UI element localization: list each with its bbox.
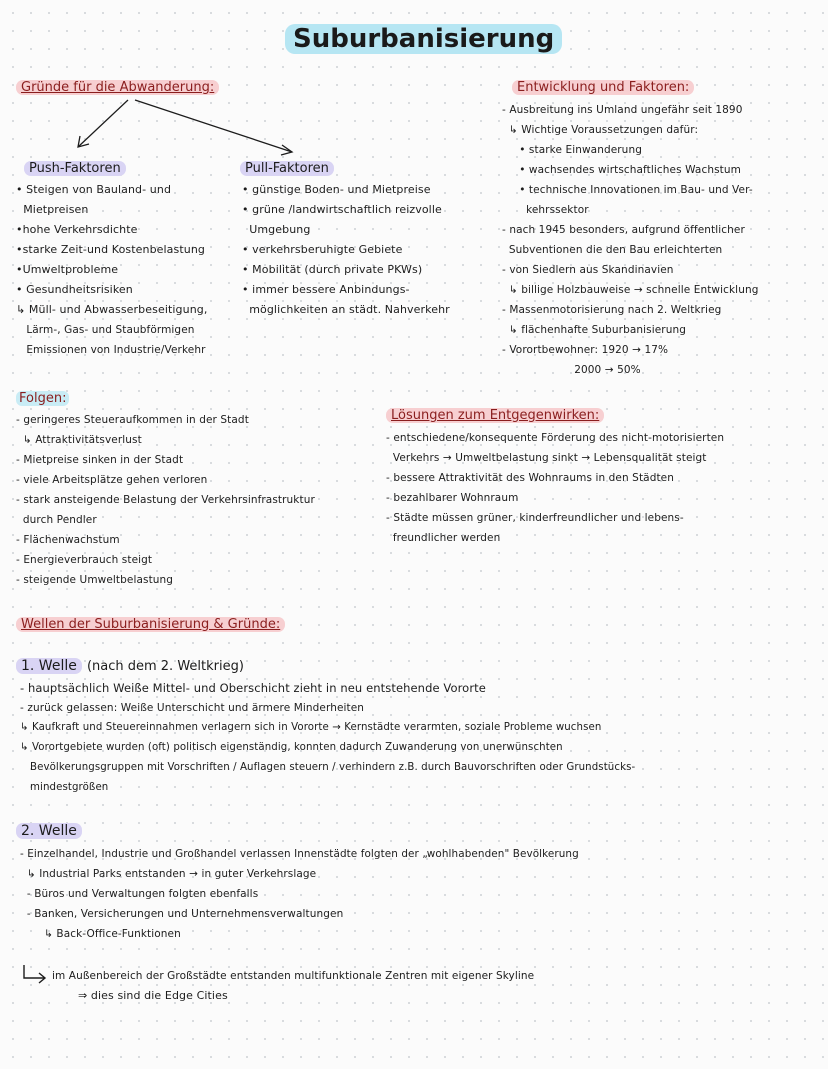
entwicklung-list (502, 100, 758, 380)
entwicklung-line: 2000 → 50% (502, 364, 641, 376)
folgen-line: - viele Arbeitsplätze gehen verloren (16, 474, 208, 486)
gruende-heading: Gründe für die Abwanderung: (16, 77, 219, 99)
loesungen-heading: Lösungen zum Entgegenwirken: (386, 405, 604, 427)
push-line: •Umweltprobleme (16, 263, 119, 276)
pull-line: Umgebung (242, 223, 311, 236)
push-line: •hohe Verkehrsdichte (16, 223, 138, 236)
arrow-to-push (78, 100, 128, 147)
entwicklung-line: • technische Innovationen im Bau- und Ver- (502, 184, 753, 196)
welle1-line: - zurück gelassen: Weiße Unterschicht und ärmere Minderheiten (20, 702, 365, 714)
push-line: • Steigen von Bauland- und (16, 183, 172, 196)
welle2-heading: 2. Welle (16, 823, 82, 839)
welle1-line: - hauptsächlich Weiße Mittel- und Oberschicht zieht in neu entstehende Vororte (20, 681, 486, 695)
welle1-heading-row (16, 655, 244, 678)
welle1-note: (nach dem 2. Weltkrieg) (86, 659, 244, 674)
folgen-line: - stark ansteigende Belastung der Verkehrsinfrastruktur (16, 494, 315, 506)
entwicklung-line: Subventionen die den Bau erleichterten (502, 244, 723, 256)
push-line: Mietpreisen (16, 203, 89, 216)
folgen-list (16, 410, 315, 590)
folgen-line: - geringeres Steueraufkommen in der Stadt (16, 414, 249, 426)
entwicklung-line: kehrssektor (502, 204, 589, 216)
loesungen-line: freundlicher werden (386, 532, 501, 544)
welle1-list (20, 678, 635, 798)
push-heading: Push-Faktoren (24, 158, 126, 180)
entwicklung-line: - von Siedlern aus Skandinavien (502, 264, 674, 276)
welle2-heading-row (16, 820, 82, 842)
push-list (16, 180, 207, 360)
entwicklung-line: • wachsendes wirtschaftliches Wachstum (502, 164, 741, 176)
entwicklung-line: - Massenmotorisierung nach 2. Weltkrieg (502, 304, 722, 316)
welle1-heading: 1. Welle (16, 658, 82, 674)
folgen-heading: Folgen: (16, 388, 69, 410)
entwicklung-line: ↳ billige Holzbauweise → schnelle Entwicklung (502, 284, 759, 296)
entwicklung-line: - Vorortbewohner: 1920 → 17% (502, 344, 669, 356)
loesungen-list (386, 428, 724, 548)
welle2-line: - Banken, Versicherungen und Unternehmensverwaltungen (20, 908, 344, 920)
loesungen-line: - entschiedene/konsequente Förderung des nicht-motorisierten (386, 432, 725, 444)
fazit (52, 966, 534, 1006)
push-line: • Gesundheitsrisiken (16, 283, 133, 296)
fazit-line-1: im Außenbereich der Großstädte entstanden multifunktionale Zentren mit eigener Skyline (52, 970, 535, 982)
loesungen-line: - Städte müssen grüner, kinderfreundlicher und lebens- (386, 512, 684, 524)
entwicklung-line: ↳ flächenhafte Suburbanisierung (502, 324, 686, 336)
pull-line: • günstige Boden- und Mietpreise (242, 183, 431, 196)
welle2-line: ↳ Back-Office-Funktionen (20, 928, 181, 940)
fazit-line-2: ⇒ dies sind die Edge Cities (78, 989, 228, 1002)
pull-line: • immer bessere Anbindungs- (242, 283, 410, 296)
folgen-line: - Flächenwachstum (16, 534, 120, 546)
folgen-line: - Mietpreise sinken in der Stadt (16, 454, 184, 466)
entwicklung-line: - Ausbreitung ins Umland ungefähr seit 1890 (502, 104, 743, 116)
folgen-line: durch Pendler (16, 514, 97, 526)
push-line: Emissionen von Industrie/Verkehr (16, 344, 206, 356)
folgen-line: - Energieverbrauch steigt (16, 554, 153, 566)
push-line: ↳ Müll- und Abwasserbeseitigung, (16, 303, 208, 316)
entwicklung-heading: Entwicklung und Faktoren: (512, 77, 694, 99)
folgen-line: - steigende Umweltbelastung (16, 574, 174, 586)
loesungen-line: Verkehrs → Umweltbelastung sinkt → Lebensqualität steigt (386, 452, 707, 464)
arrow-to-pull (135, 100, 292, 155)
welle1-line: ↳ Kaufkraft und Steuereinnahmen verlagern sich in Vororte → Kernstädte verarmten, soziale Probleme wuchsen (20, 722, 602, 733)
pull-line: • verkehrsberuhigte Gebiete (242, 243, 403, 256)
entwicklung-line: - nach 1945 besonders, aufgrund öffentlicher (502, 224, 745, 236)
loesungen-line: - bessere Attraktivität des Wohnraums in den Städten (386, 472, 674, 484)
push-line: Lärm-, Gas- und Staubförmigen (16, 324, 195, 336)
wellen-heading: Wellen der Suburbanisierung & Gründe: (16, 614, 285, 636)
loesungen-line: - bezahlbarer Wohnraum (386, 492, 519, 504)
pull-line: möglichkeiten an städt. Nahverkehr (242, 303, 450, 316)
pull-heading: Pull-Faktoren (240, 158, 334, 180)
pull-line: • Mobilität (durch private PKWs) (242, 263, 423, 276)
welle2-line: ↳ Industrial Parks entstanden → in guter Verkehrslage (20, 868, 317, 880)
push-line: •starke Zeit-und Kostenbelastung (16, 243, 205, 256)
page-title-text: Suburbanisierung (285, 24, 562, 54)
welle1-line: Bevölkerungsgruppen mit Vorschriften / Auflagen steuern / verhindern z.B. durch Bauvorschriften oder Grundstücks- (20, 762, 636, 773)
welle1-line: mindestgrößen (20, 782, 109, 793)
pull-line: • grüne /landwirtschaftlich reizvolle (242, 203, 442, 216)
pull-list (242, 180, 450, 320)
entwicklung-line: • starke Einwanderung (502, 144, 642, 156)
welle2-list (20, 844, 579, 944)
welle1-line: ↳ Vorortgebiete wurden (oft) politisch eigenständig, konnten dadurch Zuwanderung von unerwünschten (20, 742, 563, 753)
big-return-arrow-icon (24, 965, 44, 978)
welle2-line: - Einzelhandel, Industrie und Großhandel verlassen Innenstädte folgten der „wohlhabenden" Bevölkerung (20, 848, 579, 860)
welle2-line: - Büros und Verwaltungen folgten ebenfalls (20, 888, 259, 900)
entwicklung-line: ↳ Wichtige Voraussetzungen dafür: (502, 124, 699, 136)
folgen-line: ↳ Attraktivitätsverlust (16, 434, 142, 446)
